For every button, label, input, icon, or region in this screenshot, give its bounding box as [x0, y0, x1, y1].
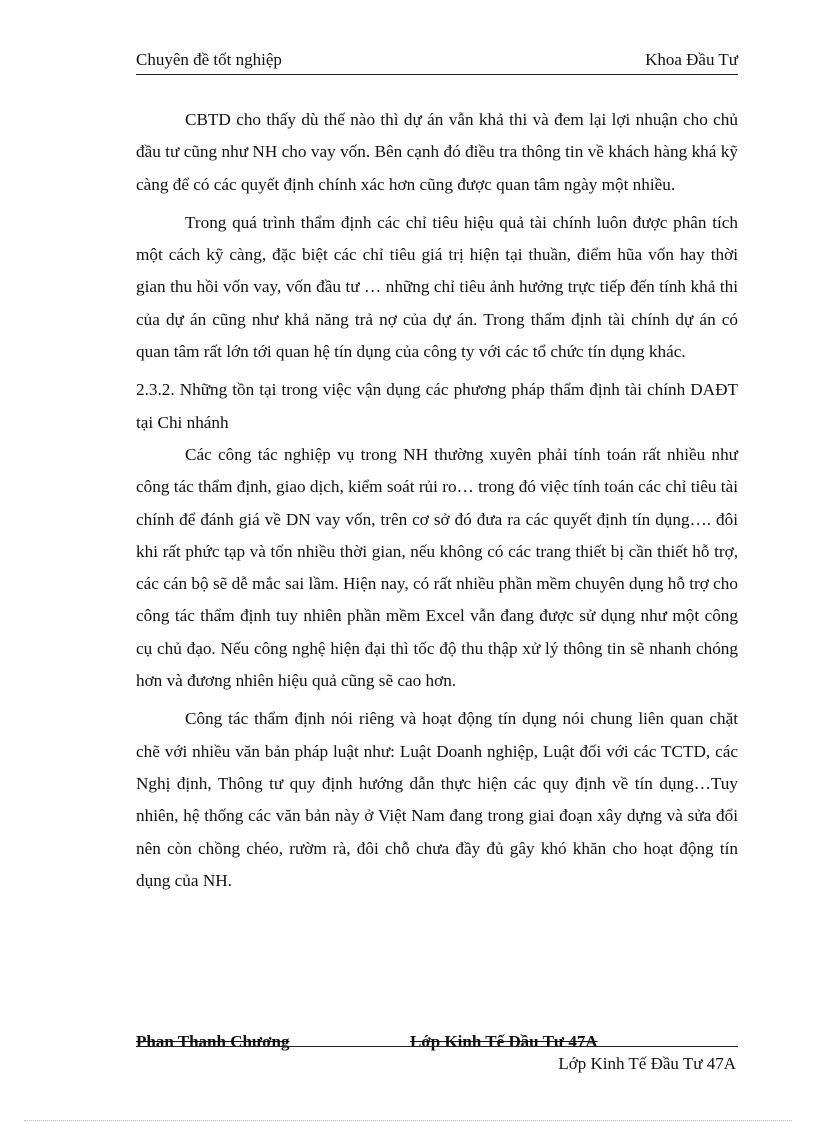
body-text — [136, 104, 738, 897]
paragraph: Trong quá trình thẩm định các chỉ tiêu hiệu quả tài chính luôn được phân tích một cách kỹ càng, đặc biệt các chỉ tiêu giá trị hiện tại thuần, điểm hũa vốn hay thời gian thu hồi vốn vay, vốn đầu tư … những chỉ tiêu ảnh hưởng trực tiếp đến tính khả thi của dự án cũng như khả năng trả nợ của dự án. Trong thẩm định tài chính dự án có quan tâm rất lớn tới quan hệ tín dụng của công ty với các tổ chức tín dụng khác. — [136, 212, 738, 362]
footer-divider — [136, 1046, 738, 1047]
footer-class: Lớp Kinh Tế Đầu Tư 47A — [558, 1054, 736, 1073]
header-department: Khoa Đầu Tư — [645, 50, 738, 69]
paragraph: Công tác thẩm định nói riêng và hoạt động tín dụng nói chung liên quan chặt chẽ với nhiều văn bản pháp luật như: Luật Doanh nghiệp, Luật đối với các TCTD, các Nghị định, Thông tư quy định hướng dẫn thực hiện các quy định về tín dụng…Tuy nhiên, hệ thống các văn bản này ở Việt Nam đang trong giai đoạn xây dựng và sửa đổi nên còn chồng chéo, rườm rà, đôi chỗ chưa đầy đủ gây khó khăn cho hoạt động tín dụng của NH. — [136, 709, 738, 890]
paragraph: Các công tác nghiệp vụ trong NH thường xuyên phải tính toán rất nhiều như công tác thẩm định, giao dịch, kiểm soát rủi ro… trong đó việc tính toán các chỉ tiêu tài chính để đánh giá về DN vay vốn, trên cơ sở đó đưa ra các quyết định tín dụng…. đôi khi rất phức tạp và tốn nhiều thời gian, nếu không có các trang thiết bị cần thiết hỗ trợ, các cán bộ sẽ dễ mắc sai lầm. Hiện nay, có rất nhiều phần mềm chuyên dụng hỗ trợ cho công tác thẩm định tuy nhiên phần mềm Excel vẫn đang được sử dụng như một công cụ chủ đạo. Nếu công nghệ hiện đại thì tốc độ thu thập xử lý thông tin sẽ nhanh chóng hơn và đương nhiên hiệu quả cũng sẽ cao hơn. — [136, 444, 738, 691]
footer-author: Phan Thanh Chương — [136, 1032, 290, 1051]
page-bottom-border — [24, 1120, 792, 1121]
header-title: Chuyên đề tốt nghiệp — [136, 50, 282, 69]
section-heading: 2.3.2. Những tồn tại trong việc vận dụng các phương pháp thẩm định tài chính DAĐT tại Chi nhánh — [136, 380, 738, 432]
footer-class-struck: Lớp Kinh Tế Đầu Tư 47A — [410, 1032, 598, 1051]
paragraph: CBTD cho thấy dù thế nào thì dự án vẫn khả thi và đem lại lợi nhuận cho chủ đầu tư cũng như NH cho vay vốn. Bên cạnh đó điều tra thông tin về khách hàng khá kỹ càng để có các quyết định chính xác hơn cũng được quan tâm ngày một nhiều. — [136, 110, 738, 194]
page-header — [136, 48, 738, 75]
